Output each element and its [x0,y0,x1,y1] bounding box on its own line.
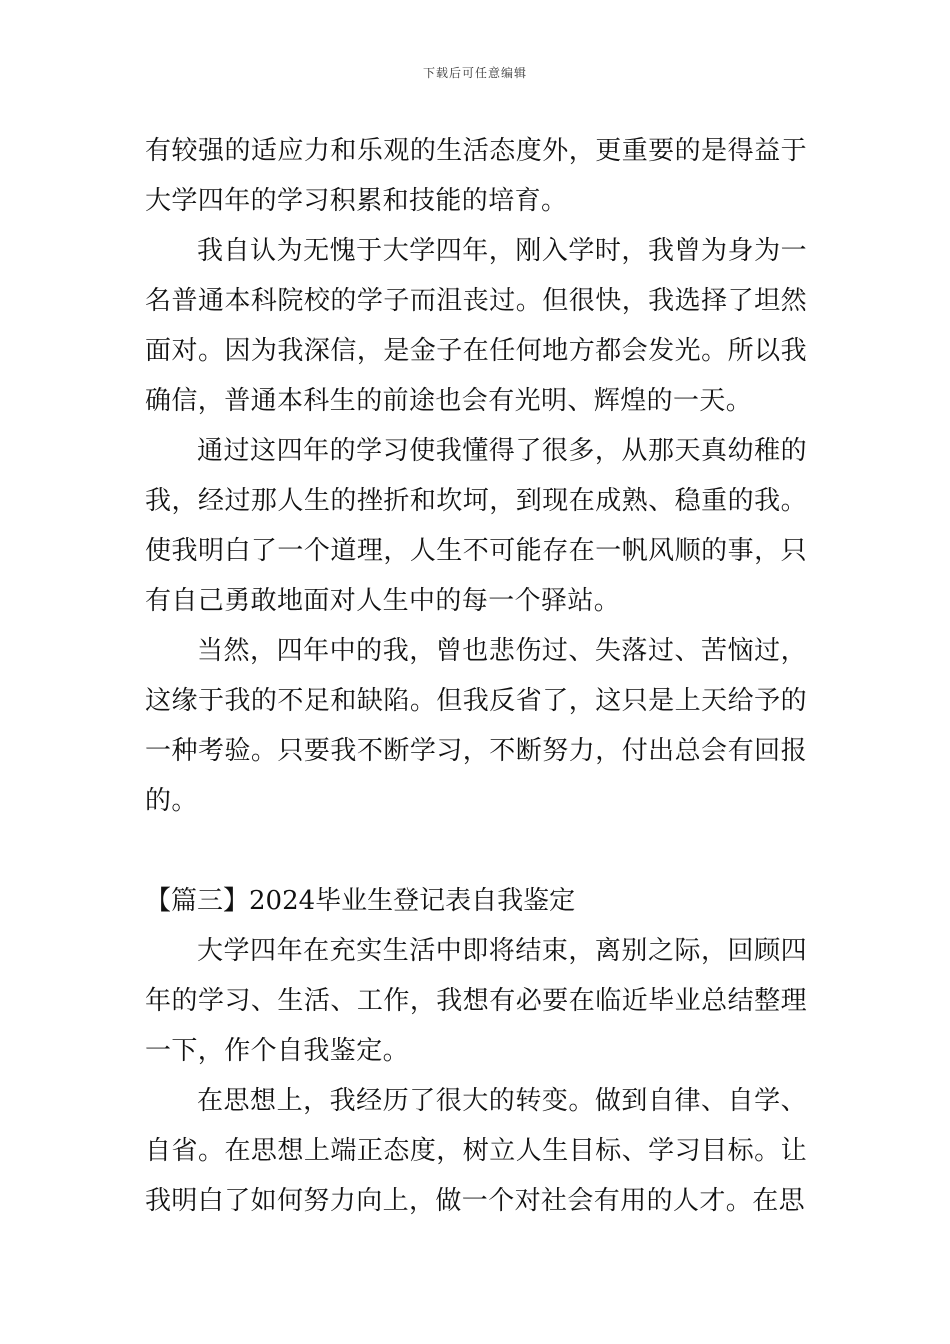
paragraph-growth: 通过这四年的学习使我懂得了很多，从那天真幼稚的我，经过那人生的挫折和坎坷，到现在成熟、稳重的我。使我明白了一个道理，人生不可能存在一帆风顺的事，只有自己勇敢地面对人生中的每一个驿站。 [145,436,807,616]
section-title: 【篇三】2024毕业生登记表自我鉴定 [145,886,576,916]
paragraph-continuation: 有较强的适应力和乐观的生活态度外，更重要的是得益于大学四年的学习积累和技能的培育。 [145,136,807,216]
paragraph-reflection: 当然，四年中的我，曾也悲伤过、失落过、苦恼过，这缘于我的不足和缺陷。但我反省了，这只是上天给予的一种考验。只要我不断学习，不断努力，付出总会有回报的。 [145,636,807,816]
page-header: 下载后可任意编辑 [422,66,527,80]
section-paragraph-thought: 在思想上，我经历了很大的转变。做到自律、自学、自省。在思想上端正态度，树立人生目标、学习目标。让我明白了如何努力向上，做一个对社会有用的人才。在思 [145,1086,807,1216]
paragraph-self-assessment: 我自认为无愧于大学四年，刚入学时，我曾为身为一名普通本科院校的学子而沮丧过。但很快，我选择了坦然面对。因为我深信，是金子在任何地方都会发光。所以我确信，普通本科生的前途也会有光明、辉煌的一天。 [145,236,807,416]
section-paragraph-intro: 大学四年在充实生活中即将结束，离别之际，回顾四年的学习、生活、工作，我想有必要在临近毕业总结整理一下，作个自我鉴定。 [145,936,807,1066]
document-body [145,126,807,1226]
